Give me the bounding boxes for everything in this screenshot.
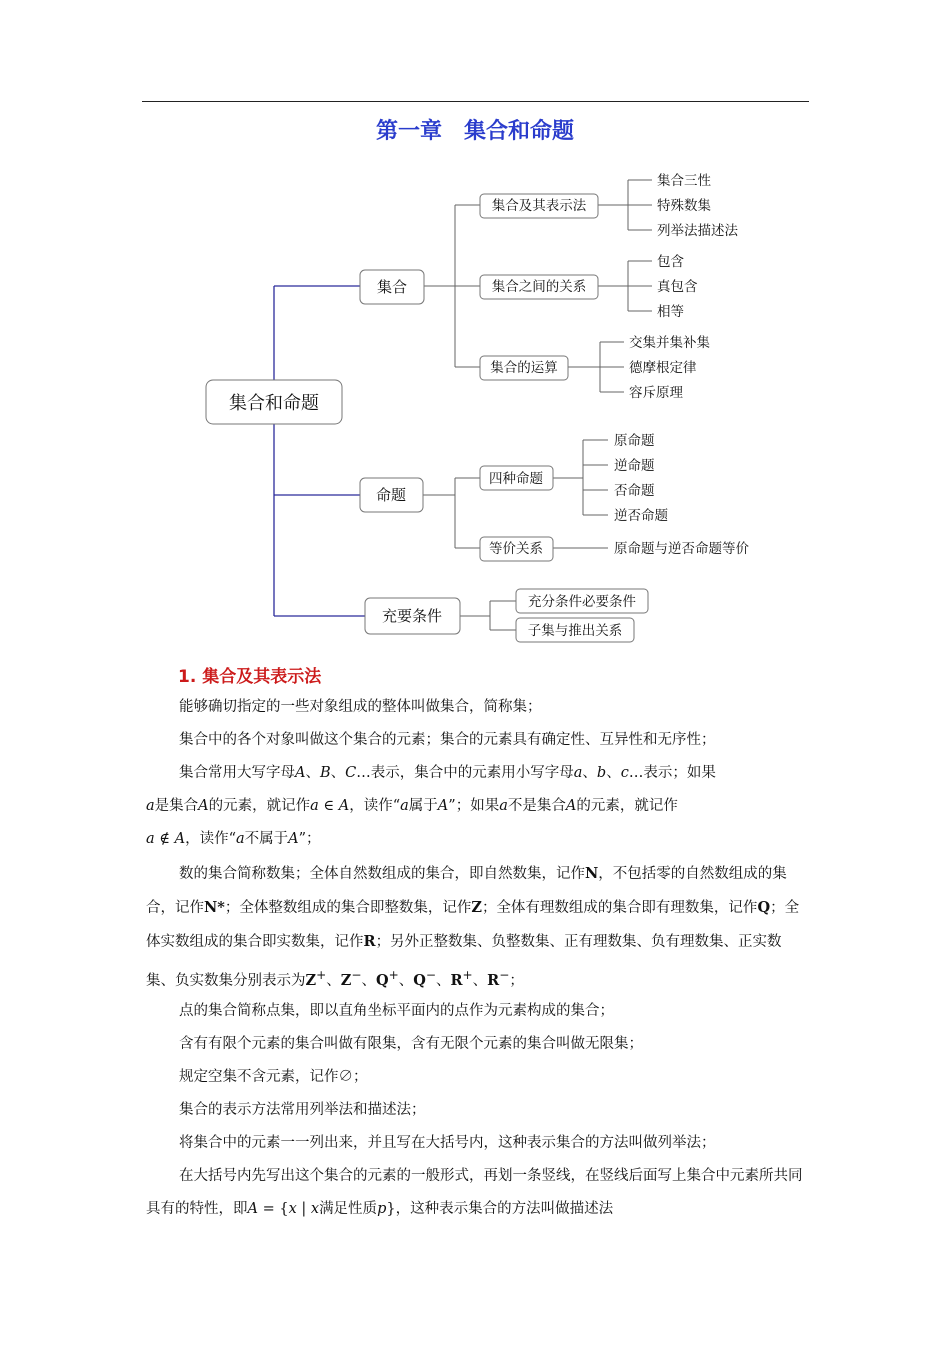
child-label: 集合之间的关系 [491,279,587,295]
child-label: 充分条件必要条件 [528,594,636,610]
chapter-title: 第一章 集合和命题 [375,119,574,144]
child-label: 集合的运算 [490,360,558,376]
leaf-label: 原命题 [614,433,655,449]
math-var: a [499,798,508,814]
text: 、 [361,972,376,989]
text: 属于 [408,798,438,814]
sup: + [462,968,473,982]
leaf-label: 集合三性 [657,173,711,189]
text: 不是集合 [507,798,566,814]
math-set: Q [375,971,389,989]
paragraph-1 [146,691,810,724]
text: ；另外正整数集、负整数集、正有理数集、负有理数集、正实数集、负实数集分别表示为 [146,934,782,989]
math-expr: } [386,1201,396,1217]
text: ；全体实数组成的集合即实数集，记作 [146,900,800,950]
paragraph-3 [146,757,810,856]
text: 在大括号内先写出这个集合的元素的一般形式，再划一条竖线，在竖线后面写上集合中元素所共同具有的特性，即 [146,1168,803,1217]
leaf-label: 原命题与逆否命题等价 [614,541,749,557]
leaf-label: 否命题 [614,483,655,499]
math-set: R [363,933,376,950]
paragraph-4 [146,857,810,998]
leaf-label: 容斥原理 [629,385,683,401]
branch-label-jihe: 集合 [376,278,408,296]
math-var: c [620,765,629,781]
leaf-label: 真包含 [657,279,698,295]
text: 、 [435,972,451,989]
paragraph-text: 集合的表示方法常用列举法和描述法； [179,1102,426,1118]
paragraph-text: 规定空集不含元素，记作∅； [179,1069,368,1085]
math-var: a [400,798,409,814]
mind-map-labels [229,172,749,639]
text: ，读作“ [349,798,401,814]
paragraph-line [146,790,810,823]
paragraph-line [146,823,810,856]
paragraph-text [146,1160,810,1226]
math-var: A [247,1201,258,1217]
text: 的元素，就记作 [208,798,311,814]
leaf-label: 特殊数集 [657,198,711,214]
math-var: a [573,765,583,781]
text: ，读作“ [185,831,236,847]
text: ；全体整数组成的集合即整数集，记作 [224,900,472,916]
text: ，不包括零的自然数组成的集合，记作 [146,866,787,916]
math-set: Z [305,971,317,989]
paragraph-line [146,757,810,790]
math-expr: a ∉ A [146,831,186,847]
leaf-label: 逆命题 [614,458,655,474]
math-set: Q [757,899,771,916]
sup: + [316,968,327,982]
paragraph-text: 含有有限个元素的集合叫做有限集，含有无限个元素的集合叫做无限集； [179,1036,643,1052]
math-var: a [236,831,245,847]
mind-map-sublines [423,180,652,630]
leaf-label: 相等 [657,304,684,320]
child-label: 集合及其表示法 [491,198,587,214]
math-expr: | [296,1201,311,1217]
text: ； [509,972,524,989]
sup: − [499,968,510,982]
math-var: C [345,765,357,781]
branch-label-mingti: 命题 [375,486,407,504]
math-var: A [565,798,577,814]
math-expr: a ∈ A [310,798,350,814]
math-set: N [585,865,599,882]
math-var: b [596,765,607,781]
math-var: A [198,798,209,814]
branch-label-chongyao: 充要条件 [381,607,443,625]
text: 不属于 [244,831,289,847]
paragraph-text: 将集合中的元素一一列出来，并且写在大括号内，这种表示集合的方法叫做列举法； [179,1135,716,1151]
root-node-label: 集合和命题 [229,393,319,414]
sup: + [388,968,399,982]
math-var: x [288,1201,297,1217]
paragraph-10 [146,1160,810,1226]
child-label: 四种命题 [489,471,543,487]
text: 的元素，就记作 [576,798,678,814]
math-var: A [295,765,306,781]
math-set: R [450,971,463,989]
paragraph-5 [146,995,810,1028]
math-var: x [310,1201,320,1217]
paragraph-text: 点的集合简称点集，即以直角坐标平面内的点作为元素构成的集合； [179,1003,614,1019]
text: …表示；如果 [628,765,716,781]
child-label: 子集与推出关系 [527,623,623,639]
paragraph-2 [146,724,810,757]
text: 、 [326,972,341,989]
text: 集合常用大写字母 [179,765,295,781]
math-set: R [487,971,500,989]
leaf-label: 包含 [657,254,684,270]
math-set: Q [413,971,426,989]
text: ”；如果 [448,798,500,814]
math-expr: = { [257,1201,289,1217]
text: ”； [298,831,321,847]
text: 、 [398,972,414,989]
math-var: A [437,798,449,814]
leaf-label: 列举法描述法 [657,223,738,239]
leaf-label: 交集并集补集 [629,335,710,351]
paragraph-7 [146,1061,810,1094]
text: …表示，集合中的元素用小写字母 [356,765,574,781]
text: 、 [582,765,597,781]
leaf-label: 德摩根定律 [629,360,697,376]
paragraph-text: 能够确切指定的一些对象组成的整体叫做集合，简称集； [179,699,542,715]
text: 、 [330,765,346,781]
section-heading: 1. 集合及其表示法 [178,667,322,687]
math-var: p [377,1201,387,1217]
text: 数的集合简称数集；全体自然数组成的集合，即自然数集，记作 [179,866,585,882]
sup: − [351,968,362,982]
math-var: A [288,831,299,847]
text: 满足性质 [319,1201,378,1217]
text: 、 [305,765,320,781]
math-set: Z [471,899,482,916]
text: 是集合 [154,798,199,814]
paragraph-8 [146,1094,810,1127]
mind-map [0,0,950,650]
text: ；全体有理数组成的集合即有理数集，记作 [481,900,758,916]
sup: − [425,968,436,982]
text: 、 [606,765,621,781]
text: ，这种表示集合的方法叫做描述法 [395,1201,614,1217]
paragraph-9 [146,1127,810,1160]
math-var: B [319,765,331,781]
leaf-label: 逆否命题 [614,508,668,524]
mind-map-lines [274,286,365,616]
mind-map-boxes [206,194,648,642]
paragraph-text: 集合中的各个对象叫做这个集合的元素；集合的元素具有确定性、互异性和无序性； [179,732,716,748]
paragraph-text [146,857,810,998]
child-label: 等价关系 [489,541,543,557]
text: 、 [472,972,488,989]
math-var: a [146,798,155,814]
paragraph-6 [146,1028,810,1061]
math-set: N* [204,899,225,916]
math-set: Z [340,971,352,989]
